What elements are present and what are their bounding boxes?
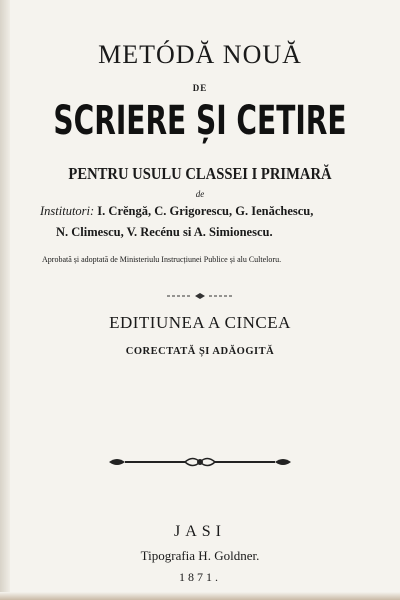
correction-line: CORECTATĂ ȘI ADĂOGITĂ xyxy=(125,346,275,357)
main-title: SCRIERE ȘI CETIRE xyxy=(53,98,347,144)
title-line1: METÓDĂ NOUĂ xyxy=(98,40,302,69)
authors-label: Institutori: xyxy=(40,204,95,218)
authors-block xyxy=(40,201,370,243)
edition-line: EDITIUNEA A CINCEA xyxy=(109,313,291,332)
title-connector: DE xyxy=(192,83,208,93)
city: JASI xyxy=(173,523,226,540)
year: 1871. xyxy=(179,570,221,584)
authors-line1: I. Crĕngă, C. Grigorescu, G. Ienăchescu, xyxy=(97,204,314,218)
authors-line2: N. Climescu, V. Recénu si A. Simionescu. xyxy=(56,225,273,239)
approval-note: Aprobată și adoptată de Ministeriulu Instrucțiunei Publice și alu Culteloru. xyxy=(42,255,282,264)
printer: Tipografia H. Goldner. xyxy=(140,548,260,563)
small-ornament-divider xyxy=(165,291,235,301)
ornament-divider xyxy=(105,452,295,472)
subtitle: PENTRU USULU CLASSEI I PRIMARĂ xyxy=(68,164,332,183)
authors-connector: de xyxy=(195,189,205,199)
page-edge-bottom xyxy=(0,592,400,600)
